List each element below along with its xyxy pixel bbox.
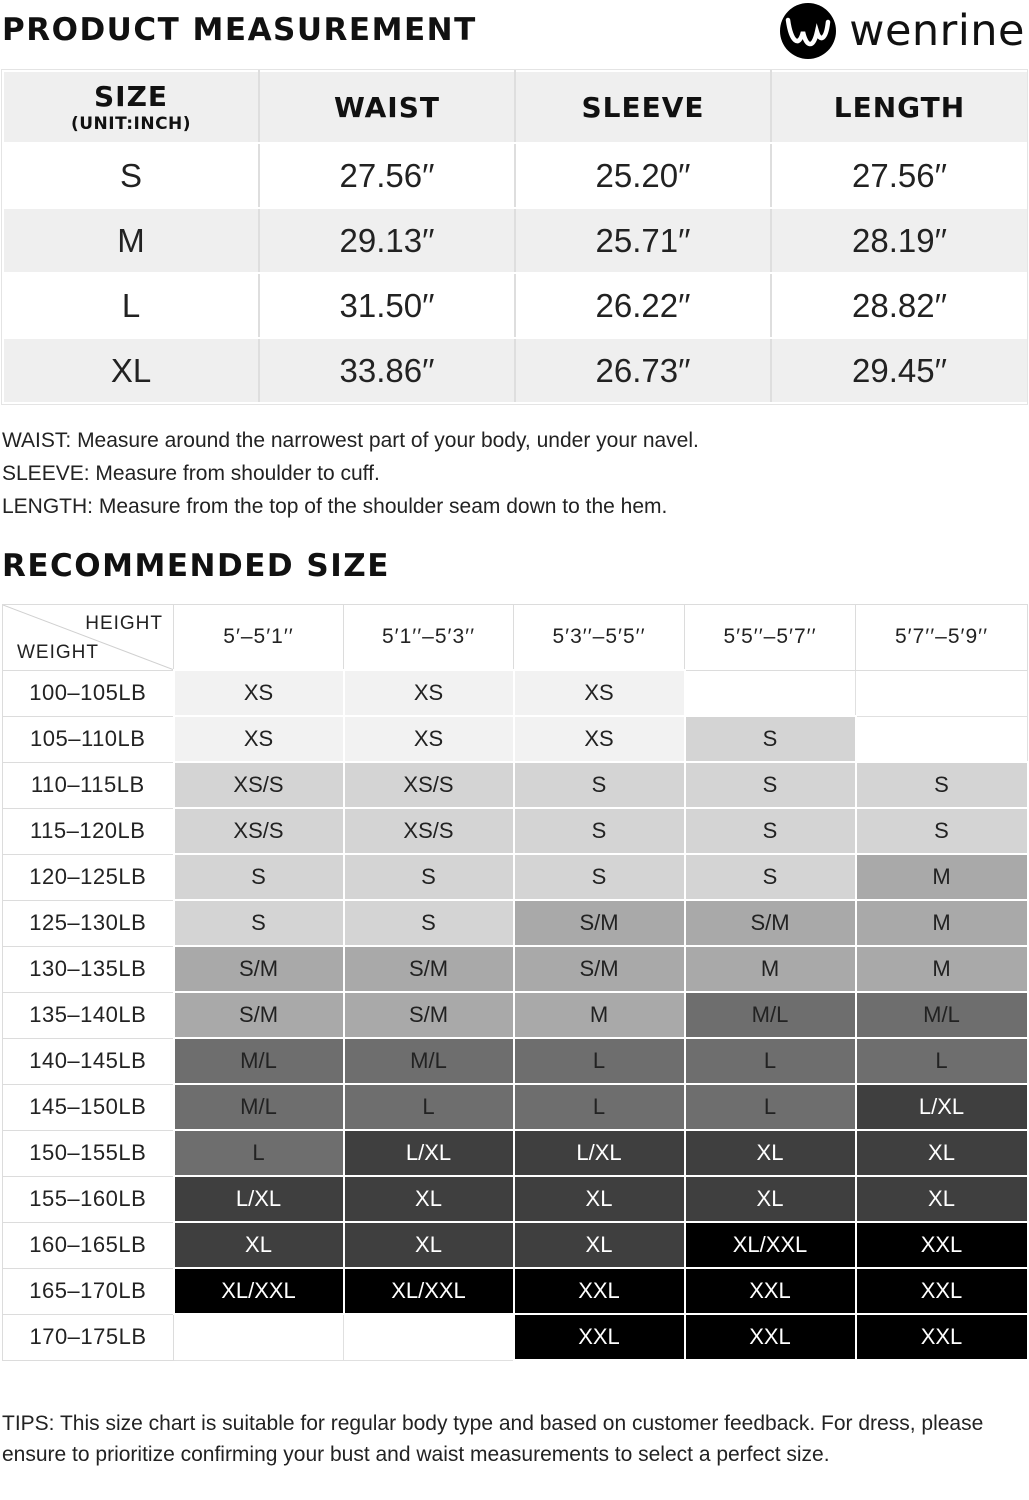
size-cell: S/M bbox=[174, 992, 344, 1038]
table-row bbox=[3, 992, 1028, 1038]
size-cell: S bbox=[514, 854, 685, 900]
weight-cell: 155–160LB bbox=[3, 1176, 174, 1222]
recommended-title: RECOMMENDED SIZE bbox=[2, 548, 390, 584]
size-cell: S bbox=[344, 854, 514, 900]
note-sleeve bbox=[2, 457, 699, 490]
size-cell: XS bbox=[344, 716, 514, 762]
measurement-notes bbox=[2, 424, 699, 523]
recommended-size-table bbox=[2, 604, 1029, 1361]
header-size-label: SIZE bbox=[93, 80, 168, 113]
size-cell bbox=[856, 670, 1028, 716]
height-header: 5′3′′–5′5′′ bbox=[514, 605, 685, 671]
size-cell: XXL bbox=[514, 1314, 685, 1360]
table-row bbox=[3, 273, 1027, 338]
size-cell: S bbox=[685, 716, 856, 762]
wenrine-logo-icon bbox=[777, 2, 839, 60]
height-header-row bbox=[3, 605, 1028, 671]
measurement-title: PRODUCT MEASUREMENT bbox=[2, 12, 477, 48]
size-cell: XS/S bbox=[344, 762, 514, 808]
weight-cell: 150–155LB bbox=[3, 1130, 174, 1176]
weight-cell: 105–110LB bbox=[3, 716, 174, 762]
sleeve-cell: 25.71′′ bbox=[515, 208, 771, 273]
note-length bbox=[2, 490, 699, 523]
size-cell: XXL bbox=[685, 1268, 856, 1314]
size-cell: XS bbox=[514, 670, 685, 716]
length-cell: 29.45′′ bbox=[771, 338, 1027, 403]
size-cell: XL bbox=[685, 1176, 856, 1222]
size-cell: M/L bbox=[344, 1038, 514, 1084]
weight-cell: 140–145LB bbox=[3, 1038, 174, 1084]
weight-cell: 135–140LB bbox=[3, 992, 174, 1038]
size-cell: L bbox=[514, 1038, 685, 1084]
table-row bbox=[3, 1084, 1028, 1130]
size-cell: M/L bbox=[174, 1038, 344, 1084]
sleeve-cell: 25.20′′ bbox=[515, 143, 771, 208]
size-cell: L bbox=[685, 1038, 856, 1084]
table-row bbox=[3, 670, 1028, 716]
size-cell: M/L bbox=[856, 992, 1028, 1038]
size-cell: M bbox=[685, 946, 856, 992]
size-cell: S bbox=[856, 808, 1028, 854]
size-cell: XL/XXL bbox=[174, 1268, 344, 1314]
weight-cell: 120–125LB bbox=[3, 854, 174, 900]
size-cell: XXL bbox=[514, 1268, 685, 1314]
size-cell: XXL bbox=[856, 1268, 1028, 1314]
size-cell: S bbox=[174, 854, 344, 900]
size-cell: M bbox=[856, 854, 1028, 900]
size-cell: M bbox=[514, 992, 685, 1038]
size-cell: S/M bbox=[174, 946, 344, 992]
size-cell: L/XL bbox=[514, 1130, 685, 1176]
size-cell: XL bbox=[3, 338, 259, 403]
size-cell: XXL bbox=[856, 1222, 1028, 1268]
table-row bbox=[3, 1268, 1028, 1314]
size-cell: XS bbox=[344, 670, 514, 716]
size-cell: M/L bbox=[174, 1084, 344, 1130]
height-header: 5′–5′1′′ bbox=[174, 605, 344, 671]
measurement-header-row bbox=[3, 71, 1027, 143]
corner-height-label: HEIGHT bbox=[85, 613, 163, 634]
waist-cell: 27.56′′ bbox=[259, 143, 515, 208]
size-cell: L/XL bbox=[344, 1130, 514, 1176]
size-cell bbox=[344, 1314, 514, 1360]
size-cell: M bbox=[856, 900, 1028, 946]
weight-cell: 160–165LB bbox=[3, 1222, 174, 1268]
brand-name: wenrine bbox=[849, 6, 1025, 56]
size-cell: L/XL bbox=[174, 1176, 344, 1222]
table-row bbox=[3, 900, 1028, 946]
length-cell: 28.82′′ bbox=[771, 273, 1027, 338]
size-cell bbox=[174, 1314, 344, 1360]
size-cell: XL bbox=[514, 1222, 685, 1268]
size-cell: XL/XXL bbox=[685, 1222, 856, 1268]
table-row bbox=[3, 143, 1027, 208]
size-cell: XL bbox=[856, 1130, 1028, 1176]
size-cell: XL bbox=[174, 1222, 344, 1268]
weight-cell: 125–130LB bbox=[3, 900, 174, 946]
recommended-size-body bbox=[3, 670, 1028, 1360]
size-cell: L/XL bbox=[856, 1084, 1028, 1130]
weight-cell: 130–135LB bbox=[3, 946, 174, 992]
weight-cell: 100–105LB bbox=[3, 670, 174, 716]
table-row bbox=[3, 338, 1027, 403]
height-header: 5′1′′–5′3′′ bbox=[344, 605, 514, 671]
header-unit: (UNIT:INCH) bbox=[70, 114, 192, 134]
size-cell: XL bbox=[344, 1176, 514, 1222]
size-cell: S/M bbox=[344, 946, 514, 992]
size-cell: XXL bbox=[685, 1314, 856, 1360]
size-cell: XL bbox=[514, 1176, 685, 1222]
waist-cell: 29.13′′ bbox=[259, 208, 515, 273]
table-row bbox=[3, 1176, 1028, 1222]
size-cell: XL bbox=[344, 1222, 514, 1268]
size-cell: XS bbox=[174, 716, 344, 762]
note-label: LENGTH: bbox=[2, 495, 94, 518]
table-row bbox=[3, 208, 1027, 273]
measurement-table bbox=[2, 70, 1027, 404]
size-cell: S bbox=[344, 900, 514, 946]
size-cell: L bbox=[514, 1084, 685, 1130]
size-cell: S bbox=[685, 762, 856, 808]
size-cell: XL/XXL bbox=[344, 1268, 514, 1314]
note-label: WAIST: bbox=[2, 429, 72, 452]
size-cell: XL bbox=[856, 1176, 1028, 1222]
table-row bbox=[3, 1038, 1028, 1084]
size-cell: L bbox=[856, 1038, 1028, 1084]
size-cell: M bbox=[3, 208, 259, 273]
sleeve-cell: 26.22′′ bbox=[515, 273, 771, 338]
tips-body: This size chart is suitable for regular body type and based on customer feedback. For dress, please ensure to prioritize confirming your bust and waist measurements to select a perfect size. bbox=[2, 1412, 984, 1466]
size-cell: M bbox=[856, 946, 1028, 992]
note-waist bbox=[2, 424, 699, 457]
table-row bbox=[3, 808, 1028, 854]
table-row bbox=[3, 716, 1028, 762]
table-row bbox=[3, 1314, 1028, 1360]
size-cell: L bbox=[344, 1084, 514, 1130]
size-cell: XL bbox=[685, 1130, 856, 1176]
weight-cell: 170–175LB bbox=[3, 1314, 174, 1360]
size-cell: S bbox=[3, 143, 259, 208]
note-label: SLEEVE: bbox=[2, 462, 90, 485]
note-text: Measure from shoulder to cuff. bbox=[89, 462, 380, 485]
weight-cell: 145–150LB bbox=[3, 1084, 174, 1130]
weight-cell: 115–120LB bbox=[3, 808, 174, 854]
size-cell: XXL bbox=[856, 1314, 1028, 1360]
size-cell: S/M bbox=[514, 946, 685, 992]
length-cell: 28.19′′ bbox=[771, 208, 1027, 273]
size-cell bbox=[856, 716, 1028, 762]
size-cell: XS/S bbox=[174, 762, 344, 808]
size-cell: S bbox=[685, 854, 856, 900]
brand-logo bbox=[777, 2, 1025, 60]
header-size bbox=[3, 71, 259, 143]
size-cell: S bbox=[514, 808, 685, 854]
header-waist: WAIST bbox=[259, 71, 515, 143]
tips-text bbox=[2, 1408, 1002, 1470]
size-cell: S/M bbox=[514, 900, 685, 946]
height-header: 5′5′′–5′7′′ bbox=[685, 605, 856, 671]
table-row bbox=[3, 762, 1028, 808]
height-header: 5′7′′–5′9′′ bbox=[856, 605, 1028, 671]
header-sleeve: SLEEVE bbox=[515, 71, 771, 143]
size-cell: M/L bbox=[685, 992, 856, 1038]
size-cell: S bbox=[856, 762, 1028, 808]
size-cell bbox=[685, 670, 856, 716]
length-cell: 27.56′′ bbox=[771, 143, 1027, 208]
sleeve-cell: 26.73′′ bbox=[515, 338, 771, 403]
table-row bbox=[3, 1222, 1028, 1268]
size-cell: S bbox=[174, 900, 344, 946]
header-length: LENGTH bbox=[771, 71, 1027, 143]
size-cell: L bbox=[685, 1084, 856, 1130]
note-text: Measure around the narrowest part of your body, under your navel. bbox=[71, 429, 699, 452]
size-cell: S/M bbox=[685, 900, 856, 946]
size-cell: S/M bbox=[344, 992, 514, 1038]
size-cell: XS/S bbox=[174, 808, 344, 854]
weight-cell: 110–115LB bbox=[3, 762, 174, 808]
table-row bbox=[3, 1130, 1028, 1176]
corner-header bbox=[3, 605, 174, 671]
size-cell: L bbox=[3, 273, 259, 338]
waist-cell: 31.50′′ bbox=[259, 273, 515, 338]
corner-weight-label: WEIGHT bbox=[17, 641, 99, 663]
size-cell: S bbox=[514, 762, 685, 808]
size-cell: XS bbox=[174, 670, 344, 716]
weight-cell: 165–170LB bbox=[3, 1268, 174, 1314]
size-cell: L bbox=[174, 1130, 344, 1176]
note-text: Measure from the top of the shoulder seam down to the hem. bbox=[93, 495, 668, 518]
tips-label: TIPS: bbox=[2, 1412, 55, 1435]
size-cell: XS/S bbox=[344, 808, 514, 854]
size-cell: XS bbox=[514, 716, 685, 762]
table-row bbox=[3, 854, 1028, 900]
table-row bbox=[3, 946, 1028, 992]
size-cell: S bbox=[685, 808, 856, 854]
waist-cell: 33.86′′ bbox=[259, 338, 515, 403]
